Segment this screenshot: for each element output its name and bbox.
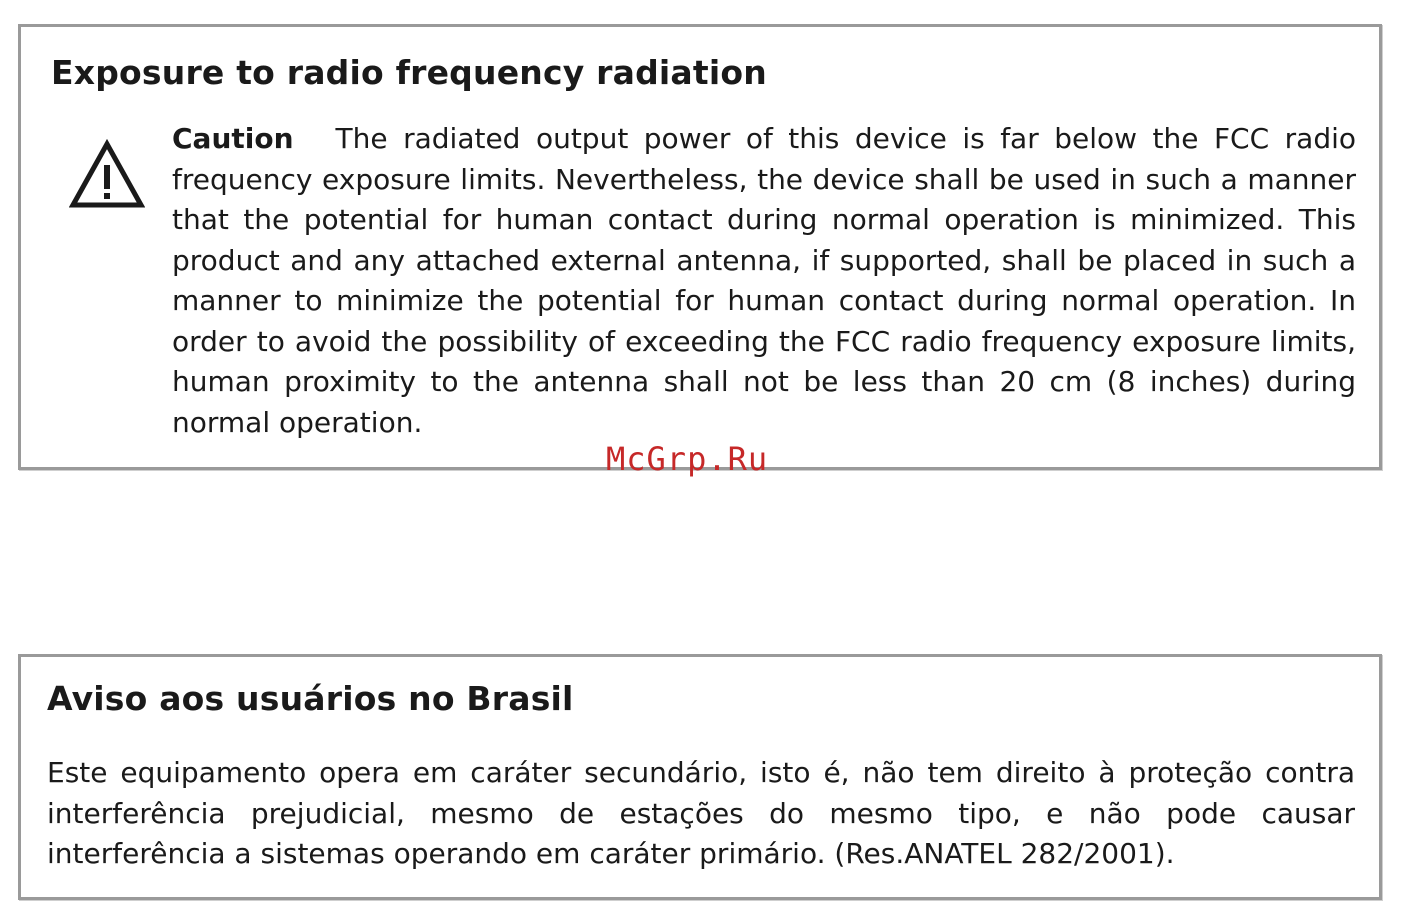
brazil-heading: Aviso aos usuários no Brasil [47, 679, 574, 718]
brazil-notice [18, 654, 1382, 900]
caution-text: The radiated output power of this device is far below the FCC radio frequency exposure limits. Nevertheless, the device shall be used in such a manner that the potential for human contact during normal operation is minimized. This product and any attached external antenna, if supported, shall be placed in such a manner to minimize the potential for human contact during normal operation. In order to avoid the possibility of exceeding the FCC radio frequency exposure limits, human proximity to the antenna shall not be less than 20 cm (8 inches) during normal operation. [172, 122, 1356, 439]
caution-paragraph [172, 119, 1356, 443]
brazil-paragraph: Este equipamento opera em caráter secundário, isto é, não tem direito à proteção contra interferência prejudicial, mesmo de estações do mesmo tipo, e não pode causar interferência a sistemas operando em caráter primário. (Res.ANATEL 282/2001). [47, 756, 1355, 870]
watermark: McGrp.Ru [606, 440, 769, 478]
rf-exposure-notice [18, 24, 1382, 470]
rf-exposure-heading: Exposure to radio frequency radiation [51, 53, 767, 92]
warning-triangle-icon [69, 139, 145, 211]
caution-label: Caution [172, 122, 294, 155]
